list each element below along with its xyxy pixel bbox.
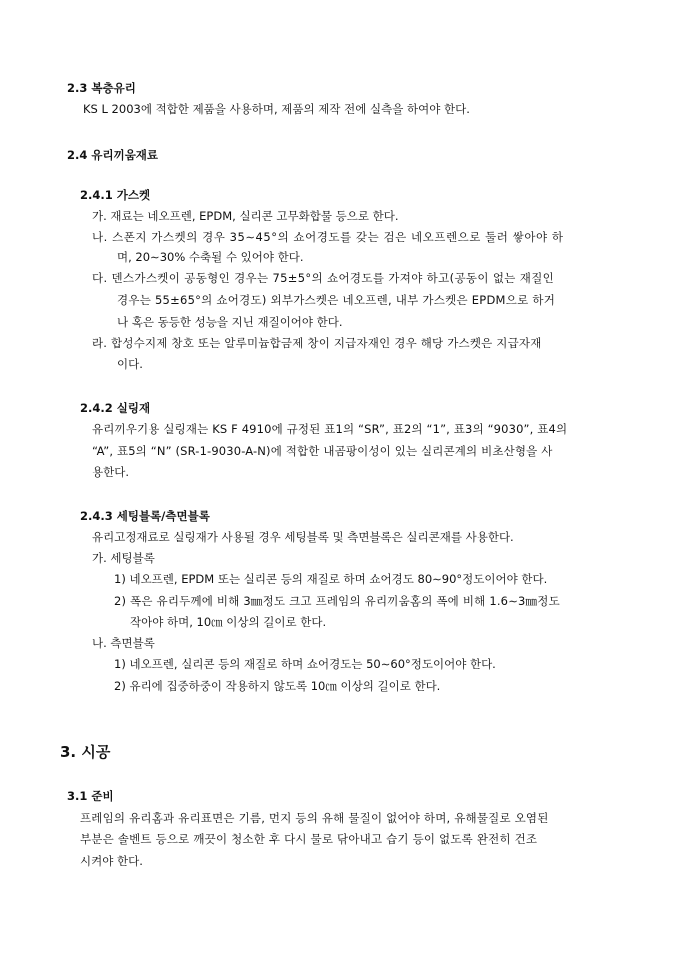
paragraph-3-1-line1: 프레임의 유리홈과 유리표면은 기름, 먼지 등의 유해 물질이 없어야 하며, 유해물질로 오염된 <box>80 811 549 825</box>
list-item-da-line2: 경우는 55±65°의 쇼어경도) 외부가스켓은 네오프렌, 내부 가스켓은 EPDM으로 하거 <box>117 293 556 307</box>
side-block-item-2: 2) 유리에 집중하중이 작용하지 않도록 10㎝ 이상의 길이로 한다. <box>114 679 441 693</box>
paragraph-2-4-2-line1: 유리끼우기용 실링재는 KS F 4910에 규정된 표1의 “SR”, 표2의 “1”, 표3의 “9030”, 표4의 <box>92 422 568 436</box>
section-heading-3-1: 3.1 준비 <box>67 789 114 803</box>
section-heading-2-4: 2.4 유리끼움재료 <box>67 148 159 162</box>
setting-block-item-2-line1: 2) 폭은 유리두께에 비해 3㎜정도 크고 프레임의 유리끼움홈의 폭에 비해 1.6∼3㎜정도 <box>114 594 560 608</box>
list-item-da-line1: 다. 덴스가스켓이 공동형인 경우는 75±5°의 쇼어경도를 가져야 하고(공동이 없는 재질인 <box>92 271 555 285</box>
paragraph-2-4-3-intro: 유리고정재료로 실링재가 사용될 경우 세팅블록 및 측면블록은 실리콘재를 사용한다. <box>92 530 514 544</box>
section-heading-2-4-1: 2.4.1 가스켓 <box>80 188 151 202</box>
section-heading-2-4-3: 2.4.3 세팅블록/측면블록 <box>80 509 210 523</box>
paragraph-2-3: KS L 2003에 적합한 제품을 사용하며, 제품의 제작 전에 실측을 하여야 한다. <box>83 102 470 116</box>
setting-block-item-1: 1) 네오프렌, EPDM 또는 실리콘 등의 재질로 하며 쇼어경도 80∼90°정도이어야 한다. <box>114 572 548 586</box>
section-heading-2-3: 2.3 복층유리 <box>67 81 136 95</box>
setting-block-item-2-line2: 작아야 하며, 10㎝ 이상의 길이로 한다. <box>130 615 327 629</box>
chapter-heading-3: 3. 시공 <box>60 743 111 761</box>
list-item-ra-line2: 이다. <box>117 357 143 371</box>
list-item-ra-line1: 라. 합성수지제 창호 또는 알루미늄합금제 창이 지급자재인 경우 해당 가스켓은 지급자재 <box>92 336 542 350</box>
sub-heading-setting-block: 가. 세팅블록 <box>92 551 155 565</box>
list-item-da-line3: 나 혹은 동등한 성능을 지닌 재질이어야 한다. <box>117 315 343 329</box>
side-block-item-1: 1) 네오프렌, 실리콘 등의 재질로 하며 쇼어경도는 50∼60°정도이어야 한다. <box>114 657 496 671</box>
paragraph-3-1-line3: 시켜야 한다. <box>80 854 143 868</box>
list-item-ga: 가. 재료는 네오프렌, EPDM, 실리콘 고무화합물 등으로 한다. <box>92 209 399 223</box>
paragraph-2-4-2-line2: “A”, 표5의 “N” (SR-1-9030-A-N)에 적합한 내곰팡이성이 있는 실리콘계의 비초산형을 사 <box>92 444 553 458</box>
paragraph-3-1-line2: 부분은 솔벤트 등으로 깨끗이 청소한 후 다시 물로 닦아내고 습기 등이 없도록 완전히 건조 <box>80 832 538 846</box>
list-item-na-line1: 나. 스폰지 가스켓의 경우 35∼45°의 쇼어경도를 갖는 검은 네오프렌으로 둘러 쌓아야 하 <box>92 230 564 244</box>
list-item-na-line2: 며, 20∼30% 수축될 수 있어야 한다. <box>117 250 304 264</box>
paragraph-2-4-2-line3: 용한다. <box>92 465 129 479</box>
section-heading-2-4-2: 2.4.2 실링재 <box>80 401 151 415</box>
sub-heading-side-block: 나. 측면블록 <box>92 636 155 650</box>
